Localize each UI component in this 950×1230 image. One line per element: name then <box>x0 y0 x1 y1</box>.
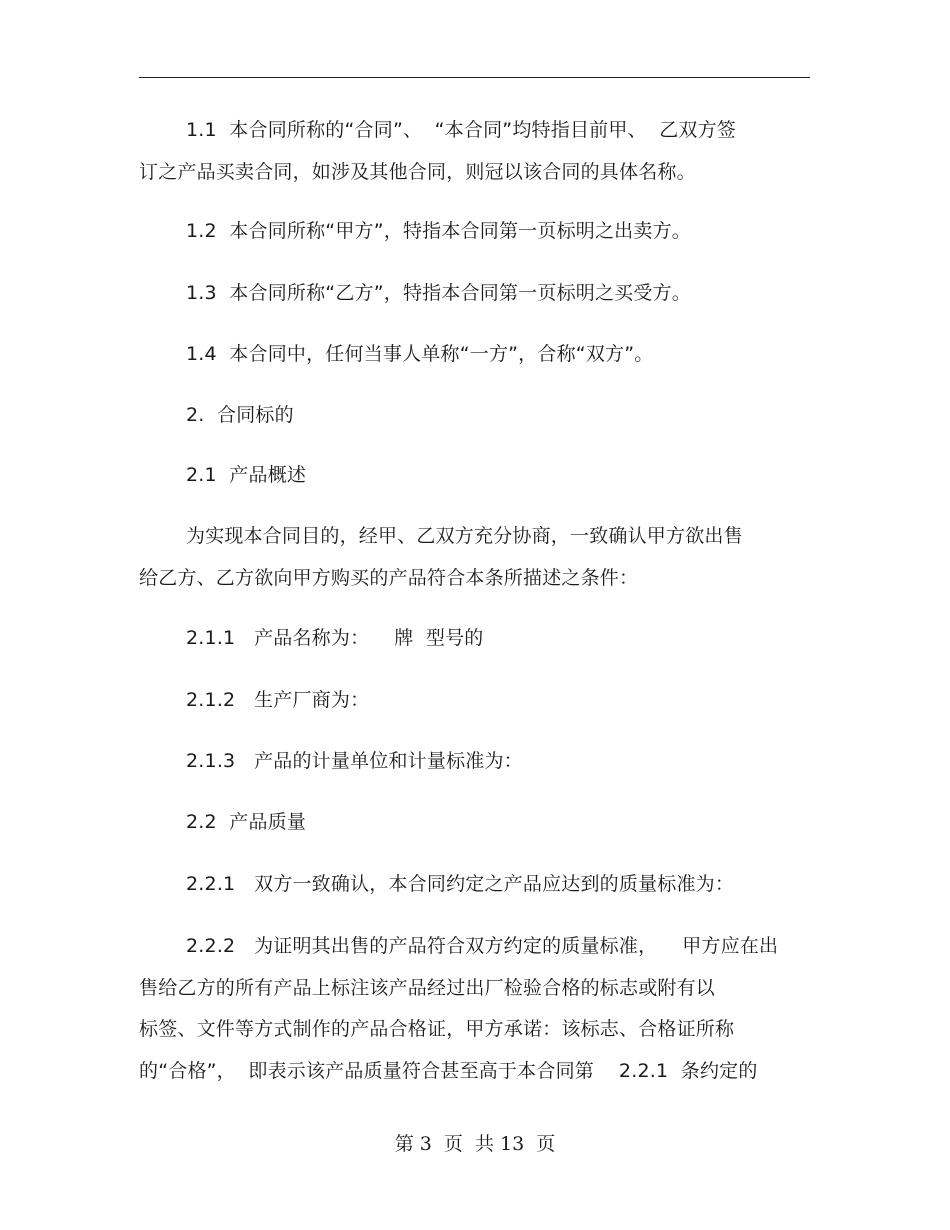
clause-2-2-2-line-4: 的“合格”， 即表示该产品质量符合甚至高于本合同第 2.2.1 条约定的 <box>139 1060 758 1082</box>
clause-2-2-2-line-2: 售给乙方的所有产品上标注该产品经过出厂检验合格的标志或附有以 <box>139 977 716 999</box>
clause-2-2-heading: 2.2 产品质量 <box>186 811 307 833</box>
clause-2-1-2: 2.1.2 生产厂商为： <box>186 689 370 711</box>
paragraph-line-1: 为实现本合同目的，经甲、乙双方充分协商，一致确认甲方欲出售 <box>186 525 743 547</box>
clause-1-3: 1.3 本合同所称“乙方”，特指本合同第一页标明之买受方。 <box>186 282 691 304</box>
page-footer: 第 3 页 共 13 页 <box>394 1133 556 1155</box>
clause-1-4: 1.4 本合同中，任何当事人单称“一方”，合称“双方”。 <box>186 343 654 365</box>
clause-2-1-3: 2.1.3 产品的计量单位和计量标准为： <box>186 750 523 772</box>
clause-1-2: 1.2 本合同所称“甲方”，特指本合同第一页标明之出卖方。 <box>186 220 691 242</box>
clause-2-2-2-line-1: 2.2.2 为证明其出售的产品符合双方约定的质量标准， 甲方应在出 <box>186 935 779 957</box>
header-rule <box>139 77 810 78</box>
section-2-heading: 2. 合同标的 <box>186 404 294 426</box>
clause-2-2-1: 2.2.1 双方一致确认，本合同约定之产品应达到的质量标准为： <box>186 873 735 895</box>
clause-1-1-line-2: 订之产品买卖合同，如涉及其他合同，则冠以该合同的具体名称。 <box>139 161 696 183</box>
clause-2-2-2-line-3: 标签、文件等方式制作的产品合格证，甲方承诺：该标志、合格证所称 <box>139 1018 735 1040</box>
clause-2-1-heading: 2.1 产品概述 <box>186 464 307 486</box>
clause-2-1-1: 2.1.1 产品名称为： 牌 型号的 <box>186 627 484 649</box>
clause-1-1-line-1: 1.1 本合同所称的“合同”、 “本合同”均特指目前甲、 乙双方签 <box>186 119 737 141</box>
paragraph-line-2: 给乙方、乙方欲向甲方购买的产品符合本条所描述之条件： <box>139 567 639 589</box>
